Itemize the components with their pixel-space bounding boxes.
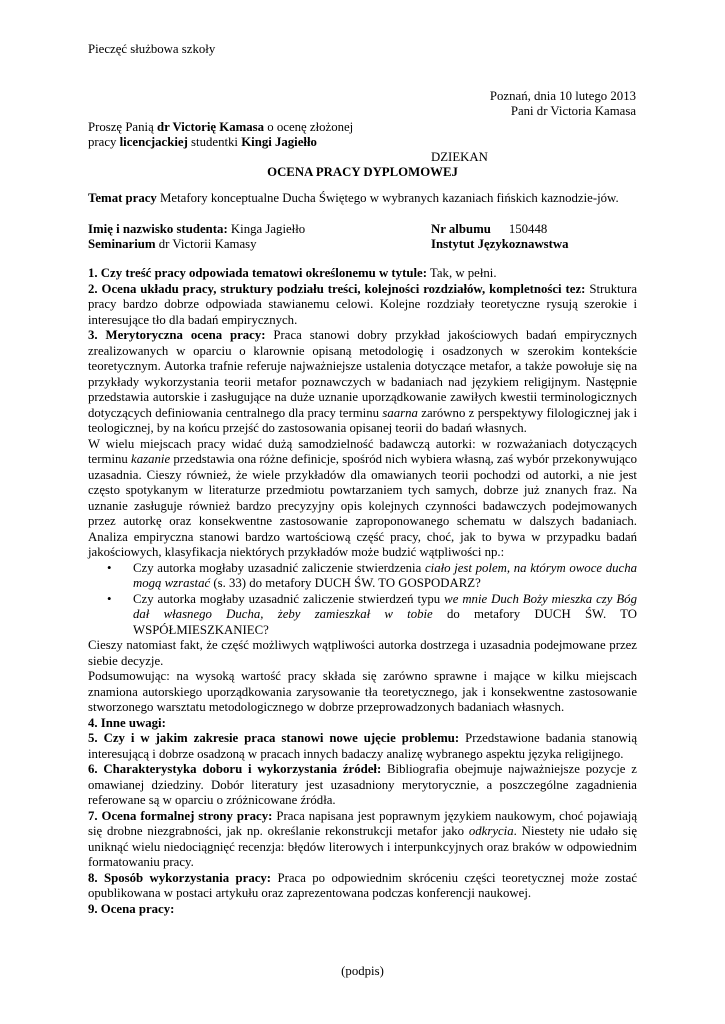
doubt-item-2: • Czy autorka mogłaby uzasadnić zaliczenie stwierdzeń typu we mnie Duch Boży mieszka czy Bóg dał własnego Ducha, żeby zamieszkał w tobie do metafory DUCH ŚW. TO WSPÓŁMIESZKANIEC?: [107, 591, 637, 637]
review-body: [88, 266, 637, 917]
section-4: 4. Inne uwagi:: [88, 715, 166, 730]
section-9: 9. Ocena pracy:: [88, 901, 175, 916]
dean-label: DZIEKAN: [431, 150, 488, 164]
doubts-paragraph: Cieszy natomiast fakt, że część możliwych wątpliwości autorka dostrzega i uzasadnia podejmowane przez siebie decyzje.: [88, 638, 637, 668]
topic: Temat pracy Metafory konceptualne Ducha Świętego w wybranych kazaniach fińskich kaznodzie-jów.: [88, 191, 619, 205]
signature-placeholder: (podpis): [341, 964, 384, 978]
seminar-row: Seminarium dr Victorii Kamasy Instytut Językoznawstwa: [88, 237, 569, 251]
doubt-list: [107, 560, 637, 639]
section-6: 6. Charakterystyka doboru i wykorzystania źródeł: Bibliografia obejmuje najważniejsze pozycje z omawianej dziedziny. Dobór literatury jest uzasadniony merytorycznie, a poszczególne zagadnienia referowane są w oparciu o zróżnicowane źródła.: [88, 762, 637, 807]
section-3: 3. Merytoryczna ocena pracy: Praca stanowi dobry przykład jakościowych badań empirycznych zrealizowanych w oparciu o klarownie opisaną metodologię i osadzonych w szerokim kontekście teoretycznym. Autorka trafnie referuje najważniejsze ustalenia dotyczące metafor, a także powołuje się na przykłady wykorzystania teorii metafor poznawczych w badaniach nad językiem religijnym. Następnie przedstawia autorskie i zasługujące na duże uznanie uporządkowanie zawiłych kwestii terminologicznych dotyczących definiowania centralnego dla pracy terminu saarna zarówno z perspektywy filologicznej jak i teologicznej, by na końcu przejść do zastosowania opisanej teorii do badań własnych.: [88, 328, 637, 435]
school-stamp-label: Pieczęć służbowa szkoły: [88, 42, 216, 56]
section-8: 8. Sposób wykorzystania pracy: Praca po odpowiednim skróceniu części teoretycznej może zostać opublikowana w postaci artykułu oraz zaprezentowana podczas konferencji naukowej.: [88, 870, 637, 900]
document-title: OCENA PRACY DYPLOMOWEJ: [267, 165, 458, 179]
doubt-item-1: • Czy autorka mogłaby uzasadnić zaliczenie stwierdzenia ciało jest polem, na którym owoce ducha mogą wzrastać (s. 33) do metafory DUCH ŚW. TO GOSPODARZ?: [107, 560, 637, 590]
student-row: Imię i nazwisko studenta: Kinga Jagiełło Nr albumu 150448: [88, 222, 548, 236]
recipient: Pani dr Victoria Kamasa: [510, 104, 636, 118]
summary-paragraph: Podsumowując: na wysoką wartość pracy składa się zarówno sprawne i mające w kilku miejscach znamiona autorskiego uporządkowania zarysowanie tła teoretycznego, jak i konsekwentne zastosowanie stworzonego warsztatu metodologicznego w dobrze przeprowadzonych badaniach własnych.: [88, 669, 637, 714]
section-1: 1. Czy treść pracy odpowiada tematowi określonemu w tytule: Tak, w pełni.: [88, 266, 497, 280]
section-5: 5. Czy i w jakim zakresie praca stanowi nowe ujęcie problemu: Przedstawione badania stanowią interesującą i dobrze osadzoną w pracach innych badaczy analizę wybranego aspektu języka religijnego.: [88, 731, 637, 761]
section-3-paragraph-2: W wielu miejscach pracy widać dużą samodzielność badawczą autorki: w rozważaniach dotyczących terminu kazanie przedstawia ona różne definicje, spośród nich wybiera własną, zaś wybór przekonywująco uzasadnia. Cieszy również, że wiele przykładów dla omawianych teorii pochodzi od autorki, a nie jest często spotykanym w literaturze przedmiotu powtarzaniem tych samych, dobrze już znanych fraz. Na uznanie zasługuje również bardzo precyzyjny opis kolejnych czynności badawczych podejmowanych przez autorkę oraz konsekwentne zastosowanie zaproponowanego schematu w dalszych badaniach. Analiza empiryczna stanowi bardzo wartościową część pracy, choć, jak to bywa w przypadku badań jakościowych, klasyfikacja niektórych przykładów może budzić wątpliwości np.:: [88, 436, 637, 559]
request-line-2: pracy licencjackiej studentki Kingi Jagiełło: [88, 135, 317, 149]
section-7: 7. Ocena formalnej strony pracy: Praca napisana jest poprawnym językiem naukowym, choć pojawiają się drobne niezgrabności, jak np. określanie rekonstrukcji metafor jako odkrycia. Niestety nie udało się uniknąć wielu niedociągnięć recenzja: błędów literowych i interpunkcyjnych oraz braków w odpowiednim formatowaniu pracy.: [88, 808, 637, 869]
section-2: 2. Ocena układu pracy, struktury podziału treści, kolejności rozdziałów, kompletności tez: Struktura pracy bardzo dobrze odpowiada stawianemu celowi. Kolejne rozdziały teoretyczne rysują szerokie i interesujące tło dla badań empirycznych.: [88, 281, 637, 327]
place-date: Poznań, dnia 10 lutego 2013: [489, 89, 636, 103]
request-line-1: Proszę Panią dr Victorię Kamasa o ocenę złożonej: [88, 120, 354, 134]
